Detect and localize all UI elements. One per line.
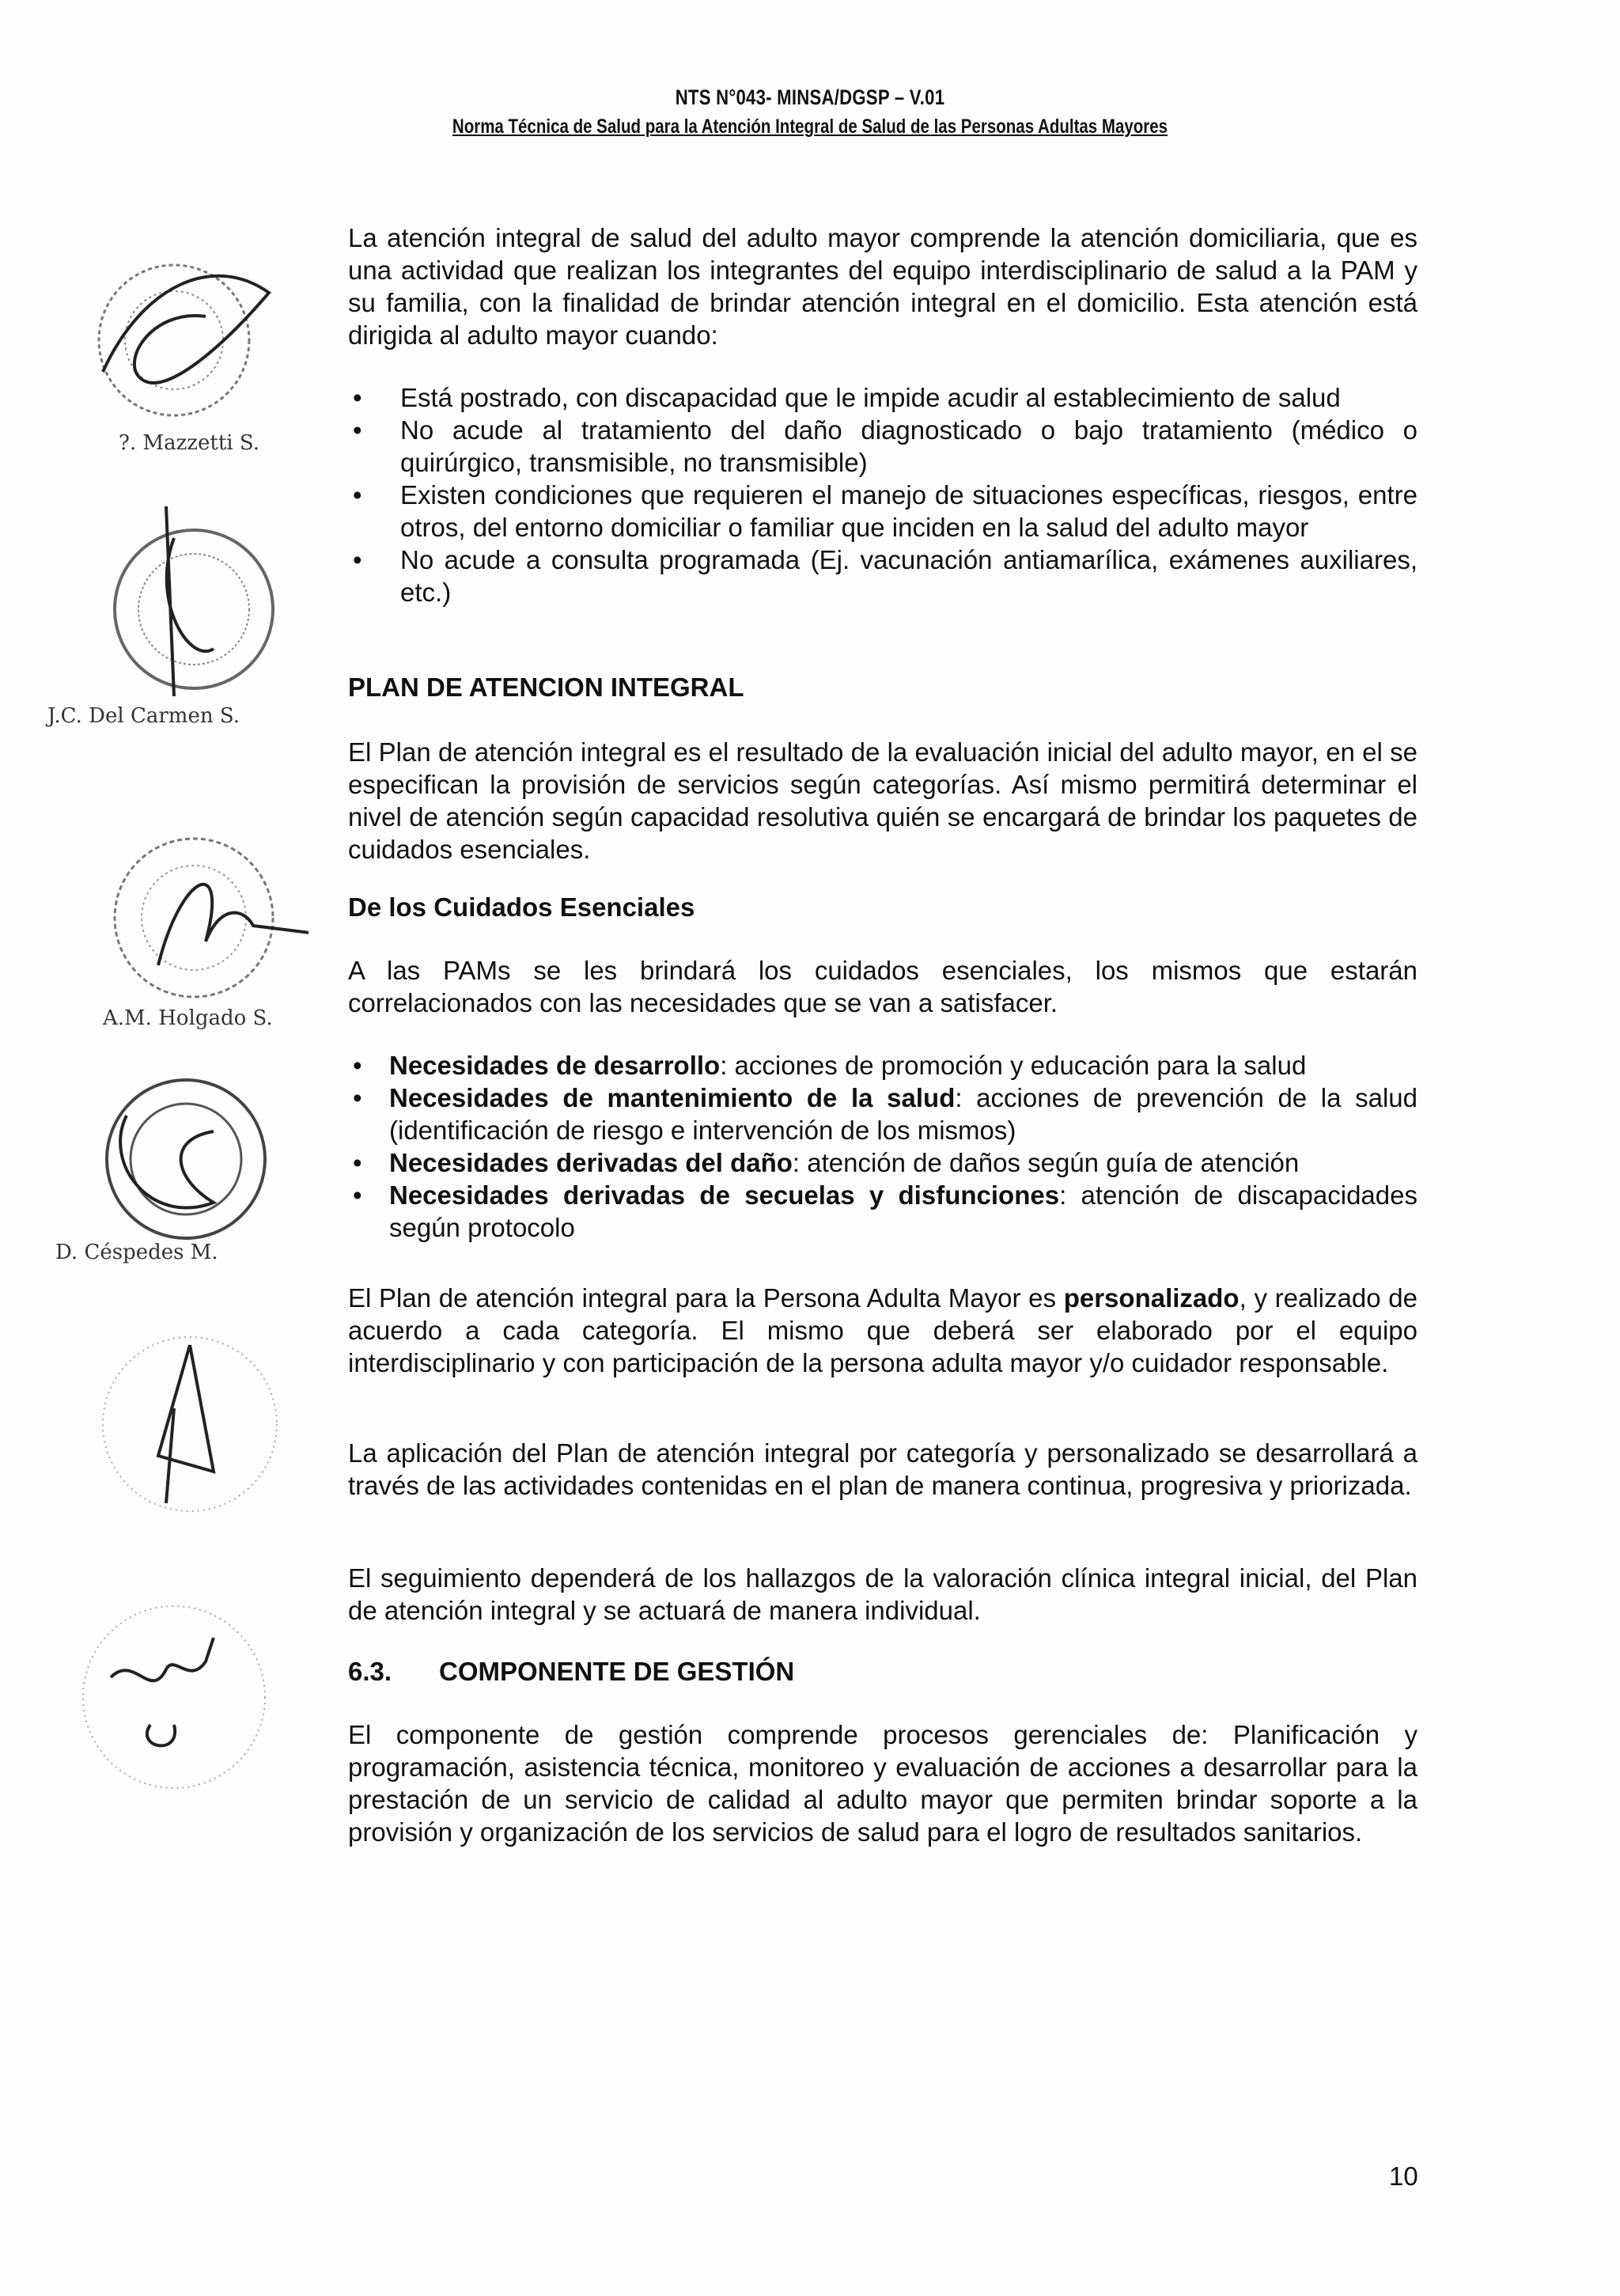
list-item: • Existen condiciones que requieren el manejo de situaciones específicas, riesgos, entre otros, del entorno domiciliar o familiar que inciden en la salud del adulto mayor <box>353 480 1418 542</box>
signature-name-1: ?. Mazzetti S. <box>119 431 260 455</box>
needs-list <box>348 1049 1418 1244</box>
stamp-signature-6 <box>55 1590 308 1804</box>
list-item: • No acude a consulta programada (Ej. vacunación antiamarílica, exámenes auxiliares, etc.) <box>353 545 1418 607</box>
list-item: • Necesidades derivadas del daño: atención de daños según guía de atención <box>353 1148 1300 1177</box>
care-heading: De los Cuidados Esenciales <box>348 892 695 922</box>
signature-name-3: A.M. Holgado S. <box>103 1006 273 1030</box>
followup-paragraph: El seguimiento dependerá de los hallazgos de la valoración clínica integral inicial, del Plan de atención integral y se actuará de manera individual. <box>348 1563 1418 1625</box>
list-item: • Está postrado, con discapacidad que le impide acudir al establecimiento de salud <box>353 383 1341 412</box>
list-item: • Necesidades de mantenimiento de la salud: acciones de prevención de la salud (identificación de riesgo e intervención de los mismos) <box>353 1083 1418 1145</box>
stamp-signature-5 <box>55 1313 308 1535</box>
document-code: NTS N°043- MINSA/DGSP – V.01 <box>675 85 945 109</box>
stamp-signature-2 <box>55 491 308 712</box>
plan-paragraph: El Plan de atención integral es el resultado de la evaluación inicial del adulto mayor, en el se especifican la provisión de servicios según categorías. Así mismo permitirá determinar el nivel de atención según capacidad resolutiva quién se encargará de brindar los paquetes de cuidados esenciales. <box>348 737 1418 864</box>
stamp-signature-3 <box>55 823 308 1005</box>
document-title: Norma Técnica de Salud para la Atención Integral de Salud de las Personas Adultas Mayores <box>452 116 1168 138</box>
signature-name-2: J.C. Del Carmen S. <box>47 704 240 728</box>
stamp-signature-1 <box>55 237 308 443</box>
application-paragraph: La aplicación del Plan de atención integral por categoría y personalizado se desarrollará a través de las actividades contenidas en el plan de manera continua, progresiva y priorizada. <box>348 1438 1418 1500</box>
signature-name-4: D. Céspedes M. <box>55 1241 218 1264</box>
list-item: • Necesidades de desarrollo: acciones de promoción y educación para la salud <box>353 1051 1307 1080</box>
conditions-list <box>348 381 1418 608</box>
intro-paragraph: La atención integral de salud del adulto mayor comprende la atención domiciliaria, que es una actividad que realizan los integrantes del equipo interdisciplinario de salud a la PAM y su familia, con la finalidad de brindar atención integral en el domicilio. Esta atención está dirigida al adulto mayor cuando: <box>348 223 1418 350</box>
list-item: • Necesidades derivadas de secuelas y disfunciones: atención de discapacidades según protocolo <box>353 1180 1418 1242</box>
section-heading: 6.3. COMPONENTE DE GESTIÓN <box>348 1657 795 1686</box>
list-item: • No acude al tratamiento del daño diagnosticado o bajo tratamiento (médico o quirúrgico, transmisible, no transmisible) <box>353 415 1418 477</box>
plan-heading: PLAN DE ATENCION INTEGRAL <box>348 673 744 702</box>
care-paragraph: A las PAMs se les brindará los cuidados esenciales, los mismos que estarán correlacionados con las necesidades que se van a satisfacer. <box>348 956 1418 1017</box>
page-number: 10 <box>1389 2161 1418 2191</box>
management-paragraph: El componente de gestión comprende procesos gerenciales de: Planificación y programación, asistencia técnica, monitoreo y evaluación de acciones a desarrollar para la prestación de un servicio de calidad al adulto mayor que permiten brindar soporte a la provisión y organización de los servicios de salud para el logro de resultados sanitarios. <box>348 1720 1418 1847</box>
personalized-paragraph: El Plan de atención integral para la Persona Adulta Mayor es personalizado, y realizado de acuerdo a cada categoría. El mismo que deberá ser elaborado por el equipo interdisciplinario y con participación de la persona adulta mayor y/o cuidador responsable. <box>348 1283 1418 1377</box>
stamp-signature-4 <box>55 1068 308 1250</box>
